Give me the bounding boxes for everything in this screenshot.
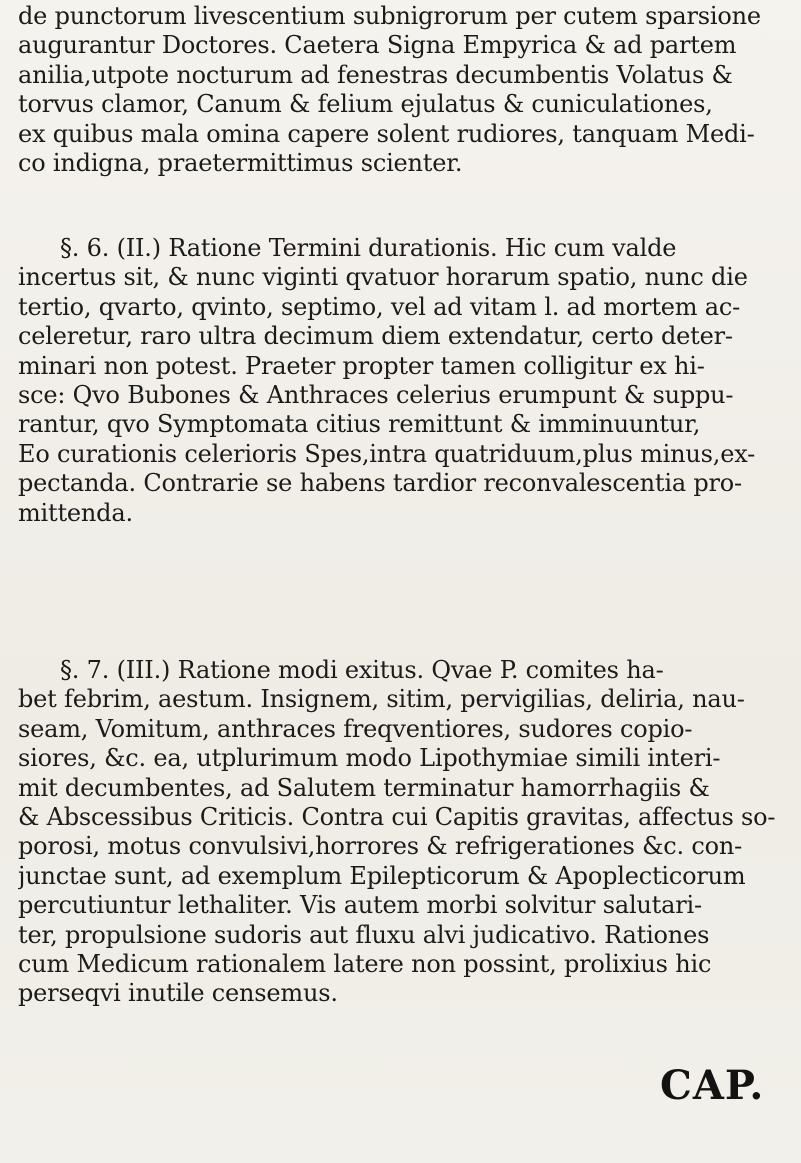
section-heading-line: §. 6. (II.) Ratione Termini durationis. Hic cum valde (60, 234, 677, 262)
text-line: Eo curationis celerioris Spes,intra quatriduum,plus minus,ex- (18, 439, 756, 468)
text-line: mittenda. (18, 498, 133, 527)
text-line: sce: Qvo Bubones & Anthraces celerius erumpunt & suppu- (18, 380, 734, 409)
text-line: porosi, motus convulsivi,horrores & refrigerationes &c. con- (18, 832, 742, 861)
text-line: cum Medicum rationalem latere non possint, prolixius hic (18, 949, 712, 978)
text-line: celeretur, raro ultra decimum diem extendatur, certo deter- (18, 322, 733, 351)
text-line: minari non potest. Praeter propter tamen colligitur ex hi- (18, 351, 705, 380)
text-line: incertus sit, & nunc viginti qvatuor horarum spatio, nunc die (18, 263, 748, 292)
text-line: perseqvi inutile censemus. (18, 979, 338, 1008)
text-line: junctae sunt, ad exemplum Epilepticorum & Apoplecticorum (18, 861, 746, 890)
paragraph-1 (18, 2, 788, 178)
text-line: de punctorum livescentium subnigrorum per cutem sparsione (18, 2, 761, 30)
text-line: siores, &c. ea, utplurimum modo Lipothymiae simili interi- (18, 744, 721, 773)
text-line: bet febrim, aestum. Insignem, sitim, pervigilias, deliria, nau- (18, 685, 745, 714)
catchword: CAP. (660, 1062, 765, 1109)
text-line: percutiuntur lethaliter. Vis autem morbi solvitur salutari- (18, 891, 702, 920)
text-line: seam, Vomitum, anthraces freqventiores, sudores copio- (18, 714, 693, 743)
text-line: ter, propulsione sudoris aut fluxu alvi judicativo. Rationes (18, 920, 710, 949)
text-line: mit decumbentes, ad Salutem terminatur hamorrhagiis & (18, 773, 710, 802)
text-line: torvus clamor, Canum & felium ejulatus & cuniculationes, (18, 90, 713, 119)
text-line: co indigna, praetermittimus scienter. (18, 148, 463, 177)
text-line: pectanda. Contrarie se habens tardior reconvalescentia pro- (18, 469, 742, 498)
text-line: augurantur Doctores. Caetera Signa Empyrica & ad partem (18, 31, 737, 60)
text-line: & Abscessibus Criticis. Contra cui Capitis gravitas, affectus so- (18, 802, 776, 831)
text-line: rantur, qvo Symptomata citius remittunt & imminuuntur, (18, 410, 701, 439)
text-line: tertio, qvarto, qvinto, septimo, vel ad vitam l. ad mortem ac- (18, 292, 741, 321)
text-line: ex quibus mala omina capere solent rudiores, tanquam Medi- (18, 119, 755, 148)
paragraph-3 (18, 656, 788, 1009)
section-heading-line: §. 7. (III.) Ratione modi exitus. Qvae P. comites ha- (60, 656, 664, 684)
paragraph-2 (18, 234, 788, 528)
text-line: anilia,utpote nocturum ad fenestras decumbentis Volatus & (18, 60, 733, 89)
